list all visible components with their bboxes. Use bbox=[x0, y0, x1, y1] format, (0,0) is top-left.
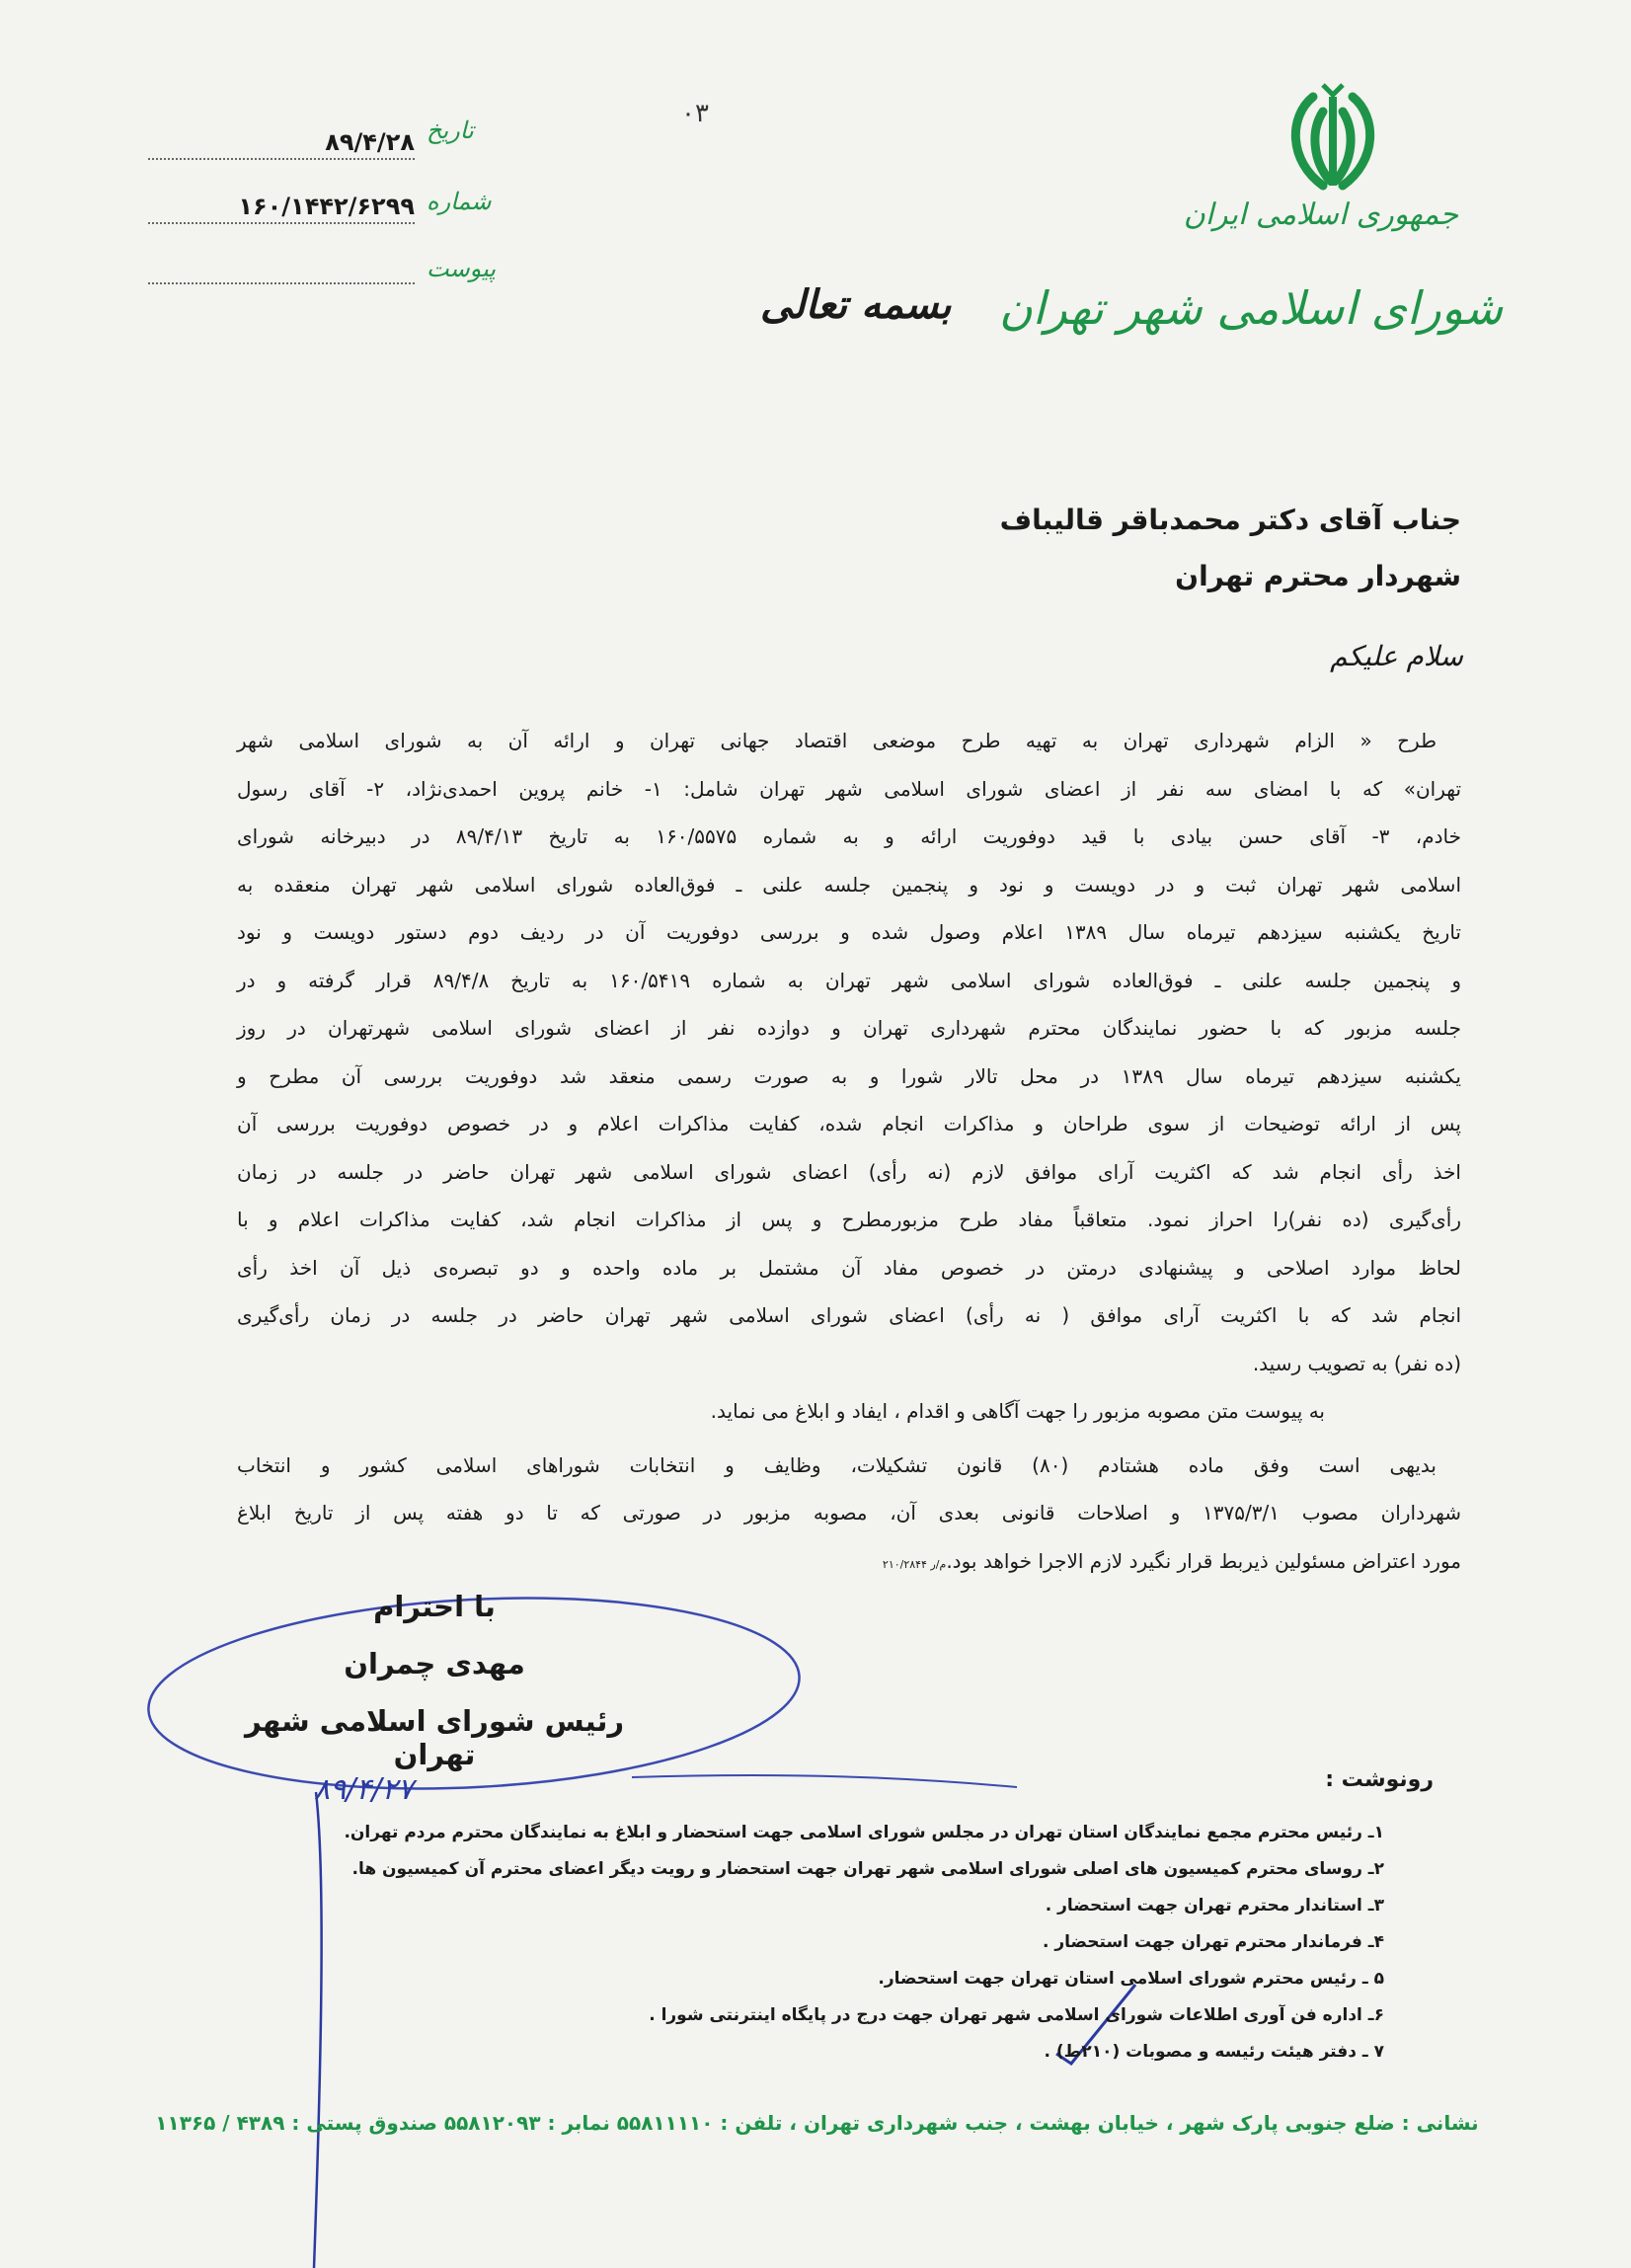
signatory-title: رئیس شورای اسلامی شهر تهران bbox=[244, 1704, 625, 1771]
body-line: طرح « الزام شهرداری تهران به تهیه طرح موضعی اقتصاد جهانی تهران و ارائه آن به شورای اسلامی شهر bbox=[237, 729, 1437, 752]
recipient-title: شهردار محترم تهران bbox=[1175, 560, 1461, 592]
body-line: اخذ رأی انجام شد که اکثریت آرای موافق لازم (نه رأی) اعضای شورای اسلامی شهر تهران حاضر در جلسه در زمان bbox=[237, 1159, 1461, 1184]
body-line: (ده نفر) به تصویب رسید. bbox=[1252, 1351, 1461, 1375]
cc-item: ۱ـ رئیس محترم مجمع نمایندگان استان تهران در مجلس شورای اسلامی جهت استحضار و ابلاغ به نمایندگان محترم مردم تهران. bbox=[344, 1823, 1384, 1842]
reference-code: م/ر ۲۱۰/۲۸۴۴ bbox=[882, 1557, 947, 1571]
iran-emblem-icon bbox=[1279, 77, 1387, 196]
body-line: جلسه مزبور که با حضور نمایندگان محترم شهرداری تهران و دوازده نفر از اعضای شورای اسلامی شهرتهران در روز bbox=[237, 1016, 1461, 1040]
bismillah-heading: بسمه تعالی bbox=[760, 281, 952, 328]
cc-list bbox=[318, 1815, 1384, 2071]
body-line: پس از ارائه توضیحات از سوی طراحان و مذاکرات انجام شده، کفایت مذاکرات اعلام و در خصوص دوفوریت بررسی آن bbox=[237, 1112, 1461, 1135]
body-paragraph-3 bbox=[237, 1442, 1461, 1590]
body-paragraph-1 bbox=[237, 717, 1461, 1387]
cc-item: ۲ـ روسای محترم کمیسیون های اصلی شورای اسلامی شهر تهران جهت استحضار و رویت دیگر اعضای محترم آن کمیسیون ها. bbox=[351, 1859, 1384, 1879]
top-mark: ۰۳ bbox=[681, 99, 709, 128]
body-line: انجام شد که با اکثریت آرای موافق ( نه رأی) اعضای شورای اسلامی شهر تهران حاضر در جلسه در زمان رأی‌گیری bbox=[237, 1303, 1461, 1327]
body-line: رأی‌گیری (ده نفر)را احراز نمود. متعاقباً مفاد طرح مزبورمطرح و پس از مذاکرات انجام شد، کفایت مذاکرات اعلام و با bbox=[237, 1208, 1461, 1231]
cc-item: ۴ـ فرماندار محترم تهران جهت استحضار . bbox=[1043, 1932, 1384, 1952]
footer-address: نشانی : ضلع جنوبی پارک شهر ، خیابان بهشت ، جنب شهرداری تهران ، تلفن : ۵۵۸۱۱۱۱۰ نمابر : ۵۵۸۱۲۰۹۳ صندوق پستی : ۴۳۸۹ / ۱۱۳۶۵ bbox=[155, 2111, 1479, 2135]
date-label: تاریخ bbox=[427, 117, 474, 144]
cc-item: ۶ـ اداره فن آوری اطلاعات شورای اسلامی شهر تهران جهت درج در پایگاه اینترنتی شورا . bbox=[649, 2005, 1384, 2025]
body-line: یکشنبه سیزدهم تیرماه سال ۱۳۸۹ در محل تالار شورا و به صورت رسمی منعقد شد دوفوریت بررسی آن مطرح و bbox=[237, 1063, 1461, 1088]
body-line: خادم، ۳- آقای حسن بیادی با قید دوفوریت ارائه و به شماره ۱۶۰/۵۵۷۵ به تاریخ ۸۹/۴/۱۳ در دبیرخانه شورای bbox=[237, 824, 1461, 848]
attachment-value bbox=[148, 255, 415, 284]
body-line: بدیهی است وفق ماده هشتادم (۸۰) قانون تشکیلات، وظایف و انتخابات شوراهای اسلامی کشور و انتخاب bbox=[237, 1452, 1437, 1477]
organization-name: شورای اسلامی شهر تهران bbox=[999, 281, 1503, 335]
body-line: تاریخ یکشنبه سیزدهم تیرماه سال ۱۳۸۹ اعلام وصول شده و بررسی دوفوریت آن در ردیف دوم دستور دویست و نود bbox=[237, 920, 1461, 944]
cc-heading: رونوشت : bbox=[1325, 1767, 1434, 1792]
body-line: لحاظ موارد اصلاحی و پیشنهادی درمتن در خصوص مفاد آن مشتمل بر ماده واحده و دو تبصره‌ی ذیل آن اخذ رأی bbox=[237, 1255, 1461, 1280]
closing: با احترام bbox=[373, 1590, 496, 1623]
body-line: تهران» که با امضای سه نفر از اعضای شورای اسلامی شهر تهران شامل: ۱- خانم پروین احمدی‌نژاد، ۲- آقای رسول bbox=[237, 776, 1462, 801]
body-line: اسلامی شهر تهران ثبت و در دویست و نود و پنجمین جلسه علنی ـ فوق‌العاده شورای اسلامی شهر تهران منعقده به bbox=[237, 872, 1461, 897]
date-value: ۸۹/۴/۲۸ bbox=[148, 128, 415, 160]
body-line: شهرداران مصوب ۱۳۷۵/۳/۱ و اصلاحات قانونی بعدی آن، مصوبه مزبور در صورتی که تا دو هفته پس از تاریخ ابلاغ bbox=[237, 1501, 1461, 1525]
cc-item: ۳ـ استاندار محترم تهران جهت استحضار . bbox=[1045, 1896, 1384, 1916]
body-paragraph-2: به پیوست متن مصوبه مزبور را جهت آگاهی و اقدام ، ایفاد و ابلاغ می نماید. bbox=[710, 1399, 1325, 1423]
number-value: ۱۶۰/۱۴۴۲/۶۲۹۹ bbox=[148, 193, 415, 224]
body-line: و پنجمین جلسه علنی ـ فوق‌العاده شورای اسلامی شهر تهران به شماره ۱۶۰/۵۴۱۹ به تاریخ ۸۹/۴/۸ قرار گرفته و در bbox=[237, 968, 1461, 992]
body-line bbox=[237, 1537, 1461, 1590]
handwritten-date: ۸۹/۴/۲۷ bbox=[314, 1772, 414, 1807]
cc-item: ۵ ـ رئیس محترم شورای اسلامی استان تهران جهت استحضار. bbox=[878, 1969, 1384, 1989]
recipient-name: جناب آقای دکتر محمدباقر قالیباف bbox=[999, 504, 1461, 536]
attachment-label: پیوست bbox=[427, 255, 496, 282]
cc-item: ۷ ـ دفتر هیئت رئیسه و مصوبات (۲۱۰ط) . bbox=[1044, 2042, 1384, 2062]
country-name: جمهوری اسلامی ایران bbox=[1183, 197, 1458, 232]
letter-body bbox=[237, 717, 1461, 1589]
body-line-text: مورد اعتراض مسئولین ذیربط قرار نگیرد لازم الاجرا خواهد بود. bbox=[946, 1548, 1461, 1573]
greeting: سلام علیکم bbox=[1330, 640, 1463, 672]
number-label: شماره bbox=[427, 188, 492, 215]
signatory-name: مهدی چمران bbox=[344, 1647, 525, 1681]
signature-underline bbox=[632, 1775, 1017, 1787]
